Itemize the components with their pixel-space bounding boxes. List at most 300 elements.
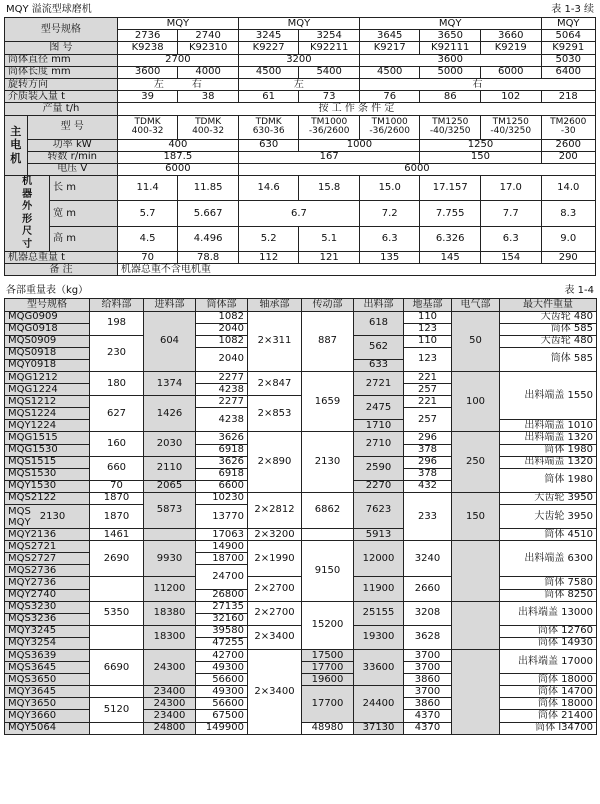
outlet-cell: 2475 [354, 396, 404, 420]
model-cell: TDMK 400-32 [178, 115, 239, 139]
bearing-cell: 2×2700 [248, 577, 302, 601]
foundation-cell: 3860 [404, 674, 452, 686]
col-header: 型号规格 [5, 299, 90, 311]
len-cell: 17.157 [420, 176, 481, 201]
output-label: 产量 t/h [5, 103, 118, 115]
foundation-cell: 4370 [404, 722, 452, 734]
inlet-cell: 24300 [144, 649, 196, 685]
table2-caption [4, 284, 596, 298]
maxpart-cell: 大齿轮 480 [500, 311, 597, 323]
drawing-cell: K92111 [420, 42, 481, 54]
len-cell: 14.0 [541, 176, 596, 201]
length-cell: 6400 [541, 66, 596, 78]
foundation-cell: 221 [404, 372, 452, 384]
maxpart-cell: 大齿轮 3950 [500, 492, 597, 504]
length-cell: 6000 [480, 66, 541, 78]
model-cell: TM1250 -40/3250 [420, 115, 481, 139]
bearing-cell: 2×2812 [248, 492, 302, 528]
model-suffix: 2130 [39, 510, 66, 522]
rotation-cell [117, 78, 238, 90]
drawing-cell: K92211 [299, 42, 360, 54]
rotation-right: 右 [191, 78, 202, 90]
shell-cell: 49300 [196, 662, 248, 674]
output-row [5, 103, 596, 115]
model-label: 型 号 [27, 115, 117, 139]
maxpart-cell: 大齿轮 480 [500, 335, 597, 347]
len-label: 长 m [50, 176, 118, 201]
feed-cell: 1461 [90, 529, 144, 541]
model-cell: MQS0918 [5, 347, 90, 359]
feed-cell: 1870 [90, 505, 144, 529]
maxpart-cell: 筒体 18000 [500, 674, 597, 686]
drive-cell: 17500 [302, 649, 354, 661]
bearing-cell: 2×3400 [248, 649, 302, 734]
rotation-cell: 右 [359, 78, 595, 90]
electric-cell: 150 [452, 492, 500, 540]
shell-cell: 6918 [196, 444, 248, 456]
height-cell: 6.326 [420, 226, 481, 251]
bearing-cell: 2×3400 [248, 625, 302, 649]
shell-cell: 18700 [196, 553, 248, 565]
voltage-label: 电压 V [27, 163, 117, 175]
model-cell: MQS1224 [5, 408, 90, 420]
model-cell: MQY1530 [5, 480, 90, 492]
model-cell: MQS2721 [5, 541, 90, 553]
power-cell: 1000 [299, 139, 420, 151]
group-label: MQY [359, 18, 541, 30]
shell-cell: 14900 [196, 541, 248, 553]
table-row [5, 601, 597, 613]
feed-cell: 230 [90, 335, 144, 371]
height-row [5, 226, 596, 251]
foundation-cell: 110 [404, 335, 452, 347]
width-row [5, 201, 596, 226]
electric-cell: 250 [452, 432, 500, 492]
maxpart-cell: 筒体 21400 [500, 710, 597, 722]
inlet-cell: 2030 [144, 432, 196, 456]
power-cell: 400 [117, 139, 238, 151]
col-header: 最大件重量 [500, 299, 597, 311]
media-cell: 76 [359, 91, 420, 103]
maxpart-cell: 筒体 18000 [500, 698, 597, 710]
inlet-cell: 5873 [144, 492, 196, 528]
model-cell: TM2600 -30 [541, 115, 596, 139]
rotation-cell: 左 [238, 78, 359, 90]
length-cell: 5400 [299, 66, 360, 78]
table1-caption [4, 3, 596, 17]
model-cell: TM1250 -40/3250 [480, 115, 541, 139]
power-label: 功率 kW [27, 139, 117, 151]
drive-cell: 887 [302, 311, 354, 371]
voltage-cell: 6000 [238, 163, 595, 175]
table1-title: MQY 溢流型球磨机 [6, 4, 92, 15]
model-cell: TDMK 400-32 [117, 115, 178, 139]
inlet-cell: 23400 [144, 710, 196, 722]
voltage-cell: 6000 [117, 163, 238, 175]
foundation-cell: 3860 [404, 698, 452, 710]
maxpart-cell: 出料端盖 13000 [500, 601, 597, 625]
inlet-cell: 23400 [144, 686, 196, 698]
drive-cell: 1659 [302, 372, 354, 432]
model-cell: MQS3230 [5, 601, 90, 613]
inlet-cell: 1426 [144, 396, 196, 432]
len-cell: 17.0 [480, 176, 541, 201]
maxpart-cell: 出料端盖 1320 [500, 456, 597, 468]
outlet-cell: 633 [354, 359, 404, 371]
drive-cell: 48980 [302, 722, 354, 734]
media-cell: 73 [299, 91, 360, 103]
inlet-cell: 604 [144, 311, 196, 371]
width-cell: 7.7 [480, 201, 541, 226]
speed-cell: 150 [420, 151, 541, 163]
table-row [5, 541, 597, 553]
output-cell: 按 工 作 条 件 定 [117, 103, 595, 115]
table-row [5, 311, 597, 323]
inlet-cell: 24300 [144, 698, 196, 710]
weight-cell: 70 [117, 252, 178, 264]
weight-cell: 112 [238, 252, 299, 264]
height-cell: 6.3 [359, 226, 420, 251]
drive-cell: 2130 [302, 432, 354, 492]
rotation-left: 左 [153, 78, 164, 90]
maxpart-cell: 筒体 585 [500, 347, 597, 371]
col-header: 地基部 [404, 299, 452, 311]
foundation-cell: 296 [404, 432, 452, 444]
maxpart-cell: 出料端盖 17000 [500, 649, 597, 673]
shell-cell: 47255 [196, 637, 248, 649]
header-row [5, 299, 597, 311]
len-cell: 11.85 [178, 176, 239, 201]
speed-cell: 167 [238, 151, 420, 163]
weight-row [5, 252, 596, 264]
mill-spec-table [4, 17, 596, 276]
model-cell: MQS MQY 2130 [5, 505, 90, 529]
length-label: 筒体长度 mm [5, 66, 118, 78]
foundation-cell: 3700 [404, 649, 452, 661]
inlet-cell: 18300 [144, 625, 196, 649]
col-header: 电气部 [452, 299, 500, 311]
outlet-cell: 7623 [354, 492, 404, 528]
group-label: MQY [238, 18, 359, 30]
col-header: 筒体部 [196, 299, 248, 311]
outlet-cell: 5913 [354, 529, 404, 541]
media-cell: 218 [541, 91, 596, 103]
inlet-cell: 24800 [144, 722, 196, 734]
diameter-row [5, 54, 596, 66]
feed-cell [90, 577, 144, 601]
foundation-cell: 3208 [404, 601, 452, 625]
length-cell: 4000 [178, 66, 239, 78]
shell-cell: 3626 [196, 456, 248, 468]
inlet-cell: 18380 [144, 601, 196, 625]
media-cell: 39 [117, 91, 178, 103]
maxpart-cell: 筒体 1980 [500, 468, 597, 492]
outlet-cell: 37130 [354, 722, 404, 734]
model-cell: TDMK 630-36 [238, 115, 299, 139]
model-cell: TM1000 -36/2600 [359, 115, 420, 139]
weight-cell: 154 [480, 252, 541, 264]
feed-cell: 6690 [90, 649, 144, 685]
height-cell: 4.496 [178, 226, 239, 251]
drive-cell: 17700 [302, 662, 354, 674]
model-cell: MQS2122 [5, 492, 90, 504]
foundation-cell: 233 [404, 492, 452, 540]
outlet-cell: 618 [354, 311, 404, 335]
foundation-cell: 221 [404, 396, 452, 408]
outlet-cell: 1710 [354, 420, 404, 432]
weight-cell: 290 [541, 252, 596, 264]
shell-cell: 24700 [196, 565, 248, 589]
maxpart-cell: 出料端盖 1550 [500, 372, 597, 420]
foundation-cell: 123 [404, 347, 452, 371]
foundation-cell: 378 [404, 444, 452, 456]
shell-cell: 56600 [196, 674, 248, 686]
length-cell: 4500 [238, 66, 299, 78]
model-cell: MQS3650 [5, 674, 90, 686]
maxpart-cell: 大齿轮 3950 [500, 505, 597, 529]
model-cell: MQY2736 [5, 577, 90, 589]
feed-cell: 627 [90, 396, 144, 432]
col-header: 出料部 [354, 299, 404, 311]
model-cell: MQG1515 [5, 432, 90, 444]
model-cell: MQY3645 [5, 686, 90, 698]
model-cell: MQY3245 [5, 625, 90, 637]
power-row [5, 139, 596, 151]
feed-cell: 5350 [90, 601, 144, 625]
power-cell: 630 [238, 139, 299, 151]
drawing-cell: K9219 [480, 42, 541, 54]
outlet-cell: 2710 [354, 432, 404, 456]
shell-cell: 1082 [196, 311, 248, 323]
feed-cell [90, 625, 144, 649]
inlet-cell: 11200 [144, 577, 196, 601]
shell-cell: 67500 [196, 710, 248, 722]
foundation-cell: 257 [404, 408, 452, 432]
foundation-cell: 3700 [404, 662, 452, 674]
weight-cell: 78.8 [178, 252, 239, 264]
model-cell: MQY2136 [5, 529, 90, 541]
maxpart-cell: 筒体 l34700 [500, 722, 597, 734]
spec-cell: 3660 [480, 30, 541, 42]
col-header: 轴承部 [248, 299, 302, 311]
table2-number: 表 1-4 [564, 285, 594, 297]
shell-cell: 2277 [196, 396, 248, 408]
feed-cell: 660 [90, 456, 144, 480]
outlet-cell: 2270 [354, 480, 404, 492]
motor-label: 主 电 机 [5, 115, 28, 176]
foundation-cell: 110 [404, 311, 452, 323]
speed-cell: 187.5 [117, 151, 238, 163]
diameter-cell: 3200 [238, 54, 359, 66]
diameter-cell: 5030 [541, 54, 596, 66]
maxpart-cell: 筒体 7580 [500, 577, 597, 589]
remark-row [5, 264, 596, 276]
inlet-cell: 2110 [144, 456, 196, 480]
shell-cell: 4238 [196, 408, 248, 432]
electric-cell [452, 601, 500, 649]
model-cell: MQS1530 [5, 468, 90, 480]
width-cell: 7.755 [420, 201, 481, 226]
feed-cell: 180 [90, 372, 144, 396]
table-row [5, 649, 597, 661]
model-cell: MQG1224 [5, 384, 90, 396]
maxpart-cell: 筒体 14700 [500, 686, 597, 698]
speed-cell: 200 [541, 151, 596, 163]
media-label: 介质装入量 t [5, 91, 118, 103]
media-cell: 102 [480, 91, 541, 103]
shell-cell: 56600 [196, 698, 248, 710]
outlet-cell: 24400 [354, 686, 404, 722]
media-cell: 86 [420, 91, 481, 103]
bearing-cell: 2×1990 [248, 541, 302, 577]
drive-cell: 17700 [302, 686, 354, 722]
height-cell: 4.5 [117, 226, 178, 251]
maxpart-cell: 出料端盖 1320 [500, 432, 597, 444]
spec-cell: 3650 [420, 30, 481, 42]
media-cell: 61 [238, 91, 299, 103]
height-label: 高 m [50, 226, 118, 251]
maxpart-cell: 出料端盖 1010 [500, 420, 597, 432]
len-cell: 15.0 [359, 176, 420, 201]
length-row [5, 66, 596, 78]
maxpart-cell: 筒体 1980 [500, 444, 597, 456]
height-cell: 5.1 [299, 226, 360, 251]
model-cell: MQS1515 [5, 456, 90, 468]
spec-cell: 3245 [238, 30, 299, 42]
model-cell: MQS3645 [5, 662, 90, 674]
shell-cell: 6600 [196, 480, 248, 492]
drive-cell: 9150 [302, 541, 354, 601]
weight-cell: 121 [299, 252, 360, 264]
electric-cell [452, 541, 500, 601]
shell-cell: 2277 [196, 372, 248, 384]
drawing-cell: K9227 [238, 42, 299, 54]
maxpart-cell: 筒体 8250 [500, 589, 597, 601]
electric-cell [452, 649, 500, 734]
len-cell: 14.6 [238, 176, 299, 201]
foundation-cell: 378 [404, 468, 452, 480]
outlet-cell: 25155 [354, 601, 404, 625]
part-weight-table [4, 298, 597, 734]
length-cell: 3600 [117, 66, 178, 78]
group-label: MQY [117, 18, 238, 30]
drawing-cell: K9291 [541, 42, 596, 54]
foundation-cell: 2660 [404, 577, 452, 601]
model-cell: MQS3639 [5, 649, 90, 661]
shell-cell: 6918 [196, 468, 248, 480]
spec-cell: 3645 [359, 30, 420, 42]
col-header: 给料部 [90, 299, 144, 311]
model-cell: TM1000 -36/2600 [299, 115, 360, 139]
table-row [5, 492, 597, 504]
machine-dims-label: 机 器 外 形 尺 寸 [5, 176, 50, 252]
drawing-cell: K9238 [117, 42, 178, 54]
width-cell: 7.2 [359, 201, 420, 226]
table-row [5, 529, 597, 541]
width-cell: 8.3 [541, 201, 596, 226]
feed-cell [90, 686, 144, 698]
bearing-cell: 2×890 [248, 432, 302, 492]
shell-cell: 17063 [196, 529, 248, 541]
shell-cell: 26800 [196, 589, 248, 601]
feed-cell: 160 [90, 432, 144, 456]
shell-cell: 13770 [196, 505, 248, 529]
shell-cell: 10230 [196, 492, 248, 504]
outlet-cell: 562 [354, 335, 404, 359]
spec-cell: 2736 [117, 30, 178, 42]
foundation-cell: 432 [404, 480, 452, 492]
drawing-label: 图 号 [5, 42, 118, 54]
feed-cell: 70 [90, 480, 144, 492]
shell-cell: 4238 [196, 384, 248, 396]
maxpart-cell: 出料端盖 6300 [500, 541, 597, 577]
speed-row [5, 151, 596, 163]
maxpart-cell: 筒体 585 [500, 323, 597, 335]
spec-cell: 5064 [541, 30, 596, 42]
table-row [5, 577, 597, 589]
height-cell: 5.2 [238, 226, 299, 251]
drive-cell: 19600 [302, 674, 354, 686]
width-label: 宽 m [50, 201, 118, 226]
height-cell: 6.3 [480, 226, 541, 251]
power-cell: 1250 [420, 139, 541, 151]
outlet-cell: 33600 [354, 649, 404, 685]
shell-cell: 32160 [196, 613, 248, 625]
model-cell: MQG0909 [5, 311, 90, 323]
shell-cell: 149900 [196, 722, 248, 734]
col-header: 进料部 [144, 299, 196, 311]
drive-cell: 6862 [302, 492, 354, 528]
drive-cell: 15200 [302, 601, 354, 649]
drawing-cell: K9217 [359, 42, 420, 54]
bearing-cell: 2×847 [248, 372, 302, 396]
media-row [5, 91, 596, 103]
bearing-cell: 2×311 [248, 311, 302, 371]
outlet-cell: 19300 [354, 625, 404, 649]
table-row [5, 625, 597, 637]
model-cell: MQS0909 [5, 335, 90, 347]
outlet-cell: 12000 [354, 541, 404, 577]
spec-cell: 3254 [299, 30, 360, 42]
model-cell: MQY5064 [5, 722, 90, 734]
shell-cell: 27135 [196, 601, 248, 613]
motor-model-row [5, 115, 596, 139]
electric-cell: 100 [452, 372, 500, 432]
bearing-cell: 2×3200 [248, 529, 302, 541]
drive-cell [302, 529, 354, 541]
spec-cell: 2740 [178, 30, 239, 42]
shell-cell: 2040 [196, 323, 248, 335]
spec-label: 型号规格 [5, 18, 118, 42]
model-cell: MQY3650 [5, 698, 90, 710]
col-header: 传动部 [302, 299, 354, 311]
len-cell: 11.4 [117, 176, 178, 201]
drawing-row [5, 42, 596, 54]
feed-cell [90, 722, 144, 734]
header-row [5, 18, 596, 30]
foundation-cell: 3700 [404, 686, 452, 698]
height-cell: 9.0 [541, 226, 596, 251]
rotation-row [5, 78, 596, 90]
group-label: MQY [541, 18, 596, 30]
model-cell: MQS2727 [5, 553, 90, 565]
len-cell: 15.8 [299, 176, 360, 201]
drawing-cell: K92310 [178, 42, 239, 54]
feed-cell: 2690 [90, 541, 144, 577]
model-cell: MQY1224 [5, 420, 90, 432]
inlet-cell: 9930 [144, 541, 196, 577]
diameter-label: 筒体直径 mm [5, 54, 118, 66]
